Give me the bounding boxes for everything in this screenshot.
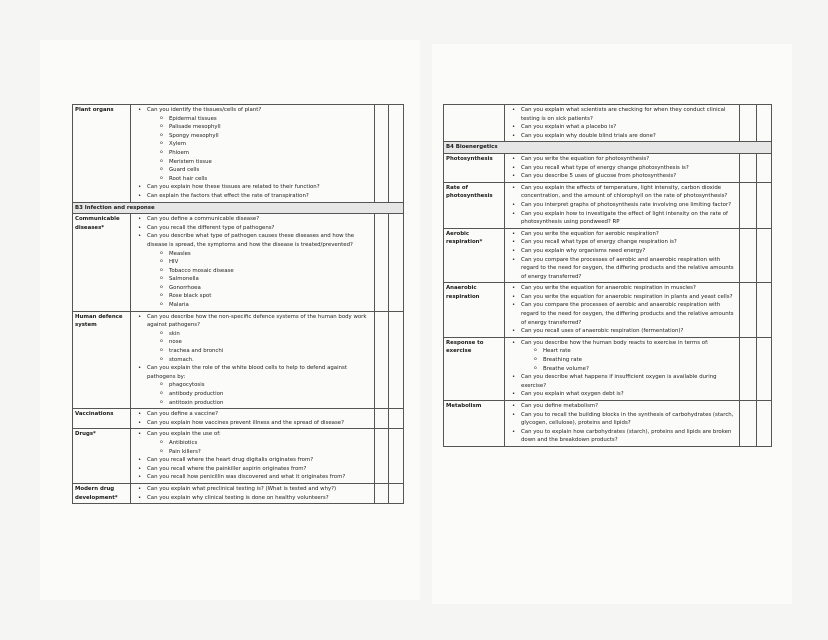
question-item xyxy=(521,247,737,256)
topic-row xyxy=(444,337,772,400)
topic-label: Drugs* xyxy=(73,429,131,484)
topic-label: Anaerobic respiration xyxy=(444,283,505,338)
question-text: Can you explain how vaccines prevent illness and the spread of disease? xyxy=(147,419,344,426)
question-text: Can you define a communicable disease? xyxy=(147,216,260,223)
question-item xyxy=(521,132,737,141)
question-item xyxy=(521,339,737,373)
sub-item: o trachea and bronchi xyxy=(169,347,372,356)
rag-check-box[interactable] xyxy=(740,283,757,338)
question-text: Can you define metabolism? xyxy=(521,403,599,409)
question-item xyxy=(521,238,737,247)
question-text: Can you describe how the non-specific defence systems of the human body work against pathogens? xyxy=(147,313,367,329)
question-item xyxy=(147,106,372,183)
sub-item: o Palisade mesophyll xyxy=(169,123,372,132)
rag-check-box[interactable] xyxy=(389,311,404,409)
question-item xyxy=(147,215,372,224)
question-text: Can you explain why double blind trials are done? xyxy=(521,132,656,139)
question-cell xyxy=(131,105,375,203)
question-text: Can you identify the tissues/cells of plant? xyxy=(147,107,262,113)
topic-label: Human defence system xyxy=(73,311,131,409)
question-list xyxy=(133,215,372,310)
question-text: Can you describe what type of pathogen causes these diseases and how the disease is spread, the symptoms and how the disease is treated/prevented? xyxy=(147,233,355,248)
question-item xyxy=(521,184,737,201)
rag-check-box[interactable] xyxy=(389,483,404,503)
question-item xyxy=(147,430,372,456)
question-cell xyxy=(505,153,740,182)
sub-item: o Meristem tissue xyxy=(169,158,372,167)
rag-check-box[interactable] xyxy=(757,283,772,338)
section-header-row xyxy=(73,202,404,214)
question-text: Can you recall how penicillin was discovered and what it originates from? xyxy=(147,474,346,481)
sub-item: o skin xyxy=(169,330,372,339)
sub-item: o Gonorrhoea xyxy=(169,284,372,293)
topic-label: Vaccinations xyxy=(73,409,131,429)
sub-item: o Guard cells xyxy=(169,166,372,175)
rag-check-box[interactable] xyxy=(389,409,404,429)
rag-check-box[interactable] xyxy=(375,429,389,484)
sub-list xyxy=(521,347,737,373)
question-text: Can you write the equation for photosynthesis? xyxy=(521,155,650,162)
question-text: Can you to recall the building blocks in the synthesis of carbohydrates (starch, glycogen, cellulose), proteins and lipids? xyxy=(521,411,734,427)
section-header: B4 Bioenergetics xyxy=(444,142,772,154)
question-cell xyxy=(505,337,740,400)
topic-row xyxy=(73,409,404,429)
rag-check-box[interactable] xyxy=(740,182,757,228)
question-item xyxy=(521,106,737,123)
topic-row xyxy=(444,283,772,338)
section-header: B3 Infection and response xyxy=(73,202,404,214)
question-text: Can you recall the different type of pathogens? xyxy=(147,224,275,231)
question-item xyxy=(521,284,737,293)
sub-list xyxy=(147,115,372,184)
question-item xyxy=(521,230,737,239)
question-list xyxy=(133,106,372,201)
rag-check-box[interactable] xyxy=(740,337,757,400)
question-cell xyxy=(505,283,740,338)
topic-row xyxy=(444,105,772,142)
sub-item: o Spongy mesophyll xyxy=(169,132,372,141)
topic-label: Communicable diseases* xyxy=(73,214,131,312)
question-text: Can you explain what oxygen debt is? xyxy=(521,391,624,398)
question-text: Can you explain how to investigate the effect of light intensity on the rate of photosynthesis using pondweed? RP xyxy=(521,210,728,226)
rag-check-box[interactable] xyxy=(757,182,772,228)
question-cell xyxy=(505,228,740,283)
question-list xyxy=(133,313,372,408)
question-text: Can you write the equation for anaerobic respiration in plants and yeast cells? xyxy=(521,293,733,300)
rag-check-box[interactable] xyxy=(757,337,772,400)
rag-check-box[interactable] xyxy=(375,105,389,203)
question-item xyxy=(147,183,372,192)
question-cell xyxy=(131,409,375,429)
sub-item: o Heart rate xyxy=(543,347,737,356)
question-text: Can you explain the role of the white blood cells to help to defend against pathogens by: xyxy=(147,365,347,380)
topic-label: Photosynthesis xyxy=(444,153,505,182)
question-text: Can you explain why clinical testing is done on healthy volunteers? xyxy=(147,494,329,501)
question-item xyxy=(521,301,737,327)
topic-row xyxy=(444,401,772,447)
sub-item: o HIV xyxy=(169,258,372,267)
topic-label: Rate of photosynthesis xyxy=(444,182,505,228)
question-text: Can you explain the use of: xyxy=(147,431,221,438)
sub-item: o phagocytosis xyxy=(169,381,372,390)
topic-label: Metabolism xyxy=(444,401,505,447)
rag-check-box[interactable] xyxy=(375,214,389,312)
question-text: Can you explain the effects of temperature, light intensity, carbon dioxide concentration, and the amount of chlorophyll on the rate of photosynthesis? xyxy=(521,184,728,200)
rag-check-box[interactable] xyxy=(740,228,757,283)
question-text: Can you define a vaccine? xyxy=(147,411,218,418)
question-item xyxy=(147,232,372,309)
section-header-row xyxy=(444,142,772,154)
rag-check-box[interactable] xyxy=(757,153,772,182)
question-text: Can you explain how these tissues are related to their function? xyxy=(147,184,320,191)
question-item xyxy=(147,192,372,201)
question-text: Can you explain what preclinical testing is? (What is tested and why?) xyxy=(147,485,337,492)
question-item xyxy=(521,373,737,390)
right-checklist-table xyxy=(443,104,772,447)
question-item xyxy=(521,411,737,428)
question-item xyxy=(521,402,737,411)
rag-check-box[interactable] xyxy=(389,429,404,484)
question-list xyxy=(507,106,737,140)
sub-item: o stomach. xyxy=(169,356,372,365)
question-item xyxy=(521,327,737,336)
question-item xyxy=(521,172,737,181)
question-list xyxy=(507,339,737,399)
topic-row xyxy=(444,182,772,228)
rag-check-box[interactable] xyxy=(375,311,389,409)
topic-label: Modern drug development* xyxy=(73,483,131,503)
topic-label: Plant organs xyxy=(73,105,131,203)
question-cell xyxy=(131,311,375,409)
question-cell xyxy=(505,401,740,447)
question-item xyxy=(521,210,737,227)
question-cell xyxy=(131,429,375,484)
left-checklist-table xyxy=(72,104,404,504)
sub-item: o Antibiotics xyxy=(169,439,372,448)
question-item xyxy=(147,224,372,233)
question-text: Can you describe 5 uses of glucose from photosynthesis? xyxy=(521,173,677,180)
question-text: Can you recall what type of energy change respiration is? xyxy=(521,239,677,246)
topic-row xyxy=(73,214,404,312)
question-item xyxy=(147,473,372,482)
sub-item: o Measles xyxy=(169,250,372,259)
question-text: Can you describe how the human body reacts to exercise in terms of: xyxy=(521,339,709,346)
question-text: Can you explain why organisms need energy? xyxy=(521,247,646,254)
rag-check-box[interactable] xyxy=(740,105,757,142)
sub-list xyxy=(147,381,372,407)
sub-item: o Malaria xyxy=(169,301,372,310)
topic-row xyxy=(73,105,404,203)
rag-check-box[interactable] xyxy=(740,401,757,447)
question-item xyxy=(521,155,737,164)
question-text: Can explain the factors that effect the rate of transpiration? xyxy=(147,192,309,199)
question-item xyxy=(147,494,372,503)
question-text: Can you explain what a placebo is? xyxy=(521,124,617,131)
question-item xyxy=(147,410,372,419)
rag-check-box[interactable] xyxy=(757,401,772,447)
question-list xyxy=(507,284,737,336)
question-text: Can you compare the processes of aerobic and anaerobic respiration with regard to the need for oxygen, the differing products and the relative amounts of energy transferred? xyxy=(521,302,734,326)
sub-item: o Phloem xyxy=(169,149,372,158)
sub-item: o Epidermal tissues xyxy=(169,115,372,124)
question-cell xyxy=(131,483,375,503)
sub-list xyxy=(147,250,372,310)
question-item xyxy=(521,256,737,282)
question-text: Can you compare the processes of aerobic and anaerobic respiration with regard to the need for oxygen, the differing products and the relative amounts of energy transferred? xyxy=(521,256,734,280)
question-item xyxy=(521,390,737,399)
question-text: Can you write the equation for aerobic respiration? xyxy=(521,230,659,237)
rag-check-box[interactable] xyxy=(757,228,772,283)
topic-row xyxy=(73,311,404,409)
question-text: Can you recall where the painkiller aspirin originates from? xyxy=(147,465,307,472)
rag-check-box[interactable] xyxy=(389,214,404,312)
question-item xyxy=(147,364,372,407)
question-list xyxy=(507,155,737,181)
rag-check-box[interactable] xyxy=(757,105,772,142)
sub-item: o antibody production xyxy=(169,390,372,399)
question-text: Can you recall what type of energy change photosynthesis is? xyxy=(521,164,689,171)
question-text: Can you describe what happens if insufficient oxygen is available during exercise? xyxy=(521,374,717,389)
topic-label: Response to exercise xyxy=(444,337,505,400)
question-cell xyxy=(505,105,740,142)
sub-list xyxy=(147,439,372,456)
topic-label: Aerobic respiration* xyxy=(444,228,505,283)
question-list xyxy=(133,430,372,482)
sub-item: o antitoxin production xyxy=(169,399,372,408)
rag-check-box[interactable] xyxy=(375,409,389,429)
question-item xyxy=(147,456,372,465)
question-item xyxy=(521,164,737,173)
question-text: Can you interpret graphs of photosynthesis rate involving one limiting factor? xyxy=(521,201,731,208)
rag-check-box[interactable] xyxy=(389,105,404,203)
sub-item: o Tobacco mosaic disease xyxy=(169,267,372,276)
sub-item: o Pain killers? xyxy=(169,448,372,457)
question-list xyxy=(507,230,737,282)
sub-item: o nose xyxy=(169,338,372,347)
question-item xyxy=(147,419,372,428)
question-text: Can you explain what scientists are checking for when they conduct clinical testing is on sick patients? xyxy=(521,107,726,122)
question-item xyxy=(521,201,737,210)
question-item xyxy=(521,428,737,445)
question-text: Can you recall uses of anaerobic respiration (fermentation)? xyxy=(521,328,684,335)
sub-item: o Rose black spot xyxy=(169,292,372,301)
sub-item: o Xylem xyxy=(169,140,372,149)
question-list xyxy=(507,184,737,227)
topic-row xyxy=(444,153,772,182)
topic-label xyxy=(444,105,505,142)
question-item xyxy=(521,293,737,302)
question-list xyxy=(507,402,737,445)
question-cell xyxy=(131,214,375,312)
topic-row xyxy=(73,483,404,503)
question-item xyxy=(147,313,372,365)
rag-check-box[interactable] xyxy=(375,483,389,503)
sub-item: o Breathing rate xyxy=(543,356,737,365)
topic-row xyxy=(73,429,404,484)
sub-list xyxy=(147,330,372,364)
question-item xyxy=(147,465,372,474)
question-list xyxy=(133,485,372,502)
question-item xyxy=(147,485,372,494)
question-list xyxy=(133,410,372,427)
sub-item: o Salmonella xyxy=(169,275,372,284)
question-cell xyxy=(505,182,740,228)
topic-row xyxy=(444,228,772,283)
sub-item: o Breathe volume? xyxy=(543,365,737,374)
question-item xyxy=(521,123,737,132)
question-text: Can you to explain how carbohydrates (starch), proteins and lipids are broken down and the breakdown products? xyxy=(521,428,732,444)
question-text: Can you write the equation for anaerobic respiration in muscles? xyxy=(521,285,696,292)
rag-check-box[interactable] xyxy=(740,153,757,182)
sub-item: o Root hair cells xyxy=(169,175,372,184)
question-text: Can you recall where the heart drug digitalis originates from? xyxy=(147,457,314,464)
